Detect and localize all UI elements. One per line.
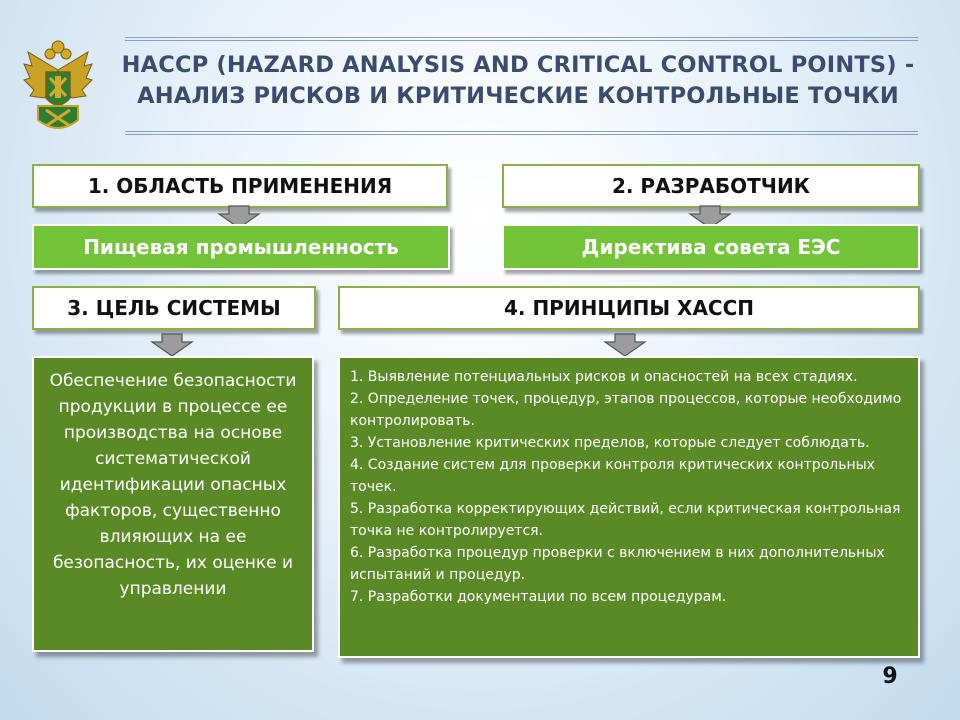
principle-item-3: 3. Установление критических пределов, которые следует соблюдать. — [350, 435, 870, 451]
goal-text: Обеспечение безопасности продукции в процессе ее производства на основе систематической идентификации опасных факторов, существенно влияющих на ее безопасность, их оценке и управлении — [49, 371, 297, 599]
principle-item-2: 2. Определение точек, процедур, этапов процессов, которые необходимо контролировать. — [350, 391, 902, 429]
page-number: 9 — [882, 664, 898, 689]
developer-heading: 2. РАЗРАБОТЧИК — [611, 174, 811, 198]
principles-list — [340, 358, 918, 608]
principle-item-6: 6. Разработка процедур проверки с включением в них дополнительных испытаний и процедур. — [350, 545, 885, 583]
bottom-rule — [125, 131, 918, 132]
page-title — [118, 50, 918, 112]
principle-item-1: 1. Выявление потенциальных рисков и опасностей на всех стадиях. — [350, 369, 858, 385]
developer-heading-box — [502, 164, 920, 208]
principle-item-7: 7. Разработки документации по всем процедурам. — [350, 589, 727, 605]
goal-heading-box — [32, 286, 316, 330]
bottom-rule-2 — [125, 134, 918, 135]
developer-value: Директива совета ЕЭС — [581, 235, 841, 259]
goal-text-box — [32, 356, 314, 652]
scope-value: Пищевая промышленность — [83, 235, 399, 259]
title-line-2: АНАЛИЗ РИСКОВ И КРИТИЧЕСКИЕ КОНТРОЛЬНЫЕ ТОЧКИ — [137, 83, 899, 109]
principle-item-5: 5. Разработка корректирующих действий, если критическая контрольная точка не контролируется. — [350, 501, 901, 539]
scope-heading: 1. ОБЛАСТЬ ПРИМЕНЕНИЯ — [87, 174, 393, 198]
scope-heading-box — [32, 164, 448, 208]
top-rule-2 — [125, 40, 918, 41]
top-rule — [125, 37, 918, 38]
goal-heading: 3. ЦЕЛЬ СИСТЕМЫ — [67, 296, 281, 320]
principles-arrow-icon — [603, 333, 647, 357]
principle-item-4: 4. Создание систем для проверки контроля критических контрольных точек. — [350, 457, 875, 495]
title-line-1: HACCP (HAZARD ANALYSIS AND CRITICAL CONTROL POINTS) - — [121, 52, 915, 78]
scope-value-box — [32, 224, 450, 270]
principles-heading: 4. ПРИНЦИПЫ ХАССП — [503, 296, 755, 320]
developer-value-box — [502, 224, 920, 270]
principles-list-box — [338, 356, 920, 658]
principles-heading-box — [338, 286, 920, 330]
customs-emblem-icon — [22, 40, 94, 136]
goal-arrow-icon — [150, 333, 194, 357]
